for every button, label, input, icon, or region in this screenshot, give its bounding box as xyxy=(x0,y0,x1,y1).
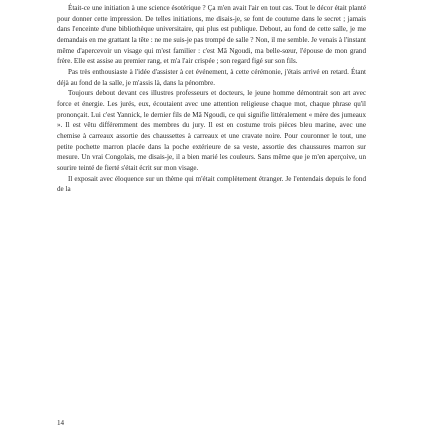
paragraph-4: Il exposait avec éloquence sur un thème qui m'était complètement étranger. Je l'entendais depuis le fond de la xyxy=(57,174,366,194)
page-number: 14 xyxy=(57,419,65,428)
paragraph-1: Était-ce une initiation à une science ésotérique ? Ça m'en avait l'air en tout cas. Tout le décor était planté pour donner cette impression. De telles initiations, me disais-je, se font de coutume dans le secret ; jamais dans l'enceinte d'une bibliothèque universitaire, qui plus est publique. Debout, au fond de cette salle, je me demandais en me grattant la tête : ne me suis-je pas trompé de salle ? Non, il me semble. Je venais à l'instant même d'apercevoir un visage qui m'est familier : c'est Mâ Ngoudi, ma belle-sœur, l'épouse de mon grand frère. Elle est assise au premier rang, et m'a l'air crispée ; son regard figé sur son fils. xyxy=(57,4,366,66)
book-page xyxy=(57,3,366,431)
paragraph-3: Toujours debout devant ces illustres professeurs et docteurs, le jeune homme démontrait son art avec force et énergie. Les jurés, eux, écoutaient avec une attention religieuse chaque mot, chaque phrase qu'il prononçait. Lui c'est Yannick, le dernier fils de Mâ Ngoudi, ce qui signifie littéralement « mère des jumeaux ». Il est vêtu différemment des membres du jury. Il est en costume trois pièces bleu marine, avec une chemise à carreaux assortie des chaussettes à carreaux et une cravate noire. Pour couronner le tout, une petite pochette marron placée dans la poche extérieure de sa veste, assortie des chaussures marron sur mesure. Un vrai Congolais, me disais-je, il a bien marié les couleurs. Sans même que je m'en aperçoive, un sourire teinté de fierté s'était écrit sur mon visage. xyxy=(57,89,366,172)
paragraph-2: Pas très enthousiaste à l'idée d'assister à cet événement, à cette cérémonie, j'étais arrivé en retard. Étant déjà au fond de la salle, je m'assis là, dans la pénombre. xyxy=(57,67,366,87)
